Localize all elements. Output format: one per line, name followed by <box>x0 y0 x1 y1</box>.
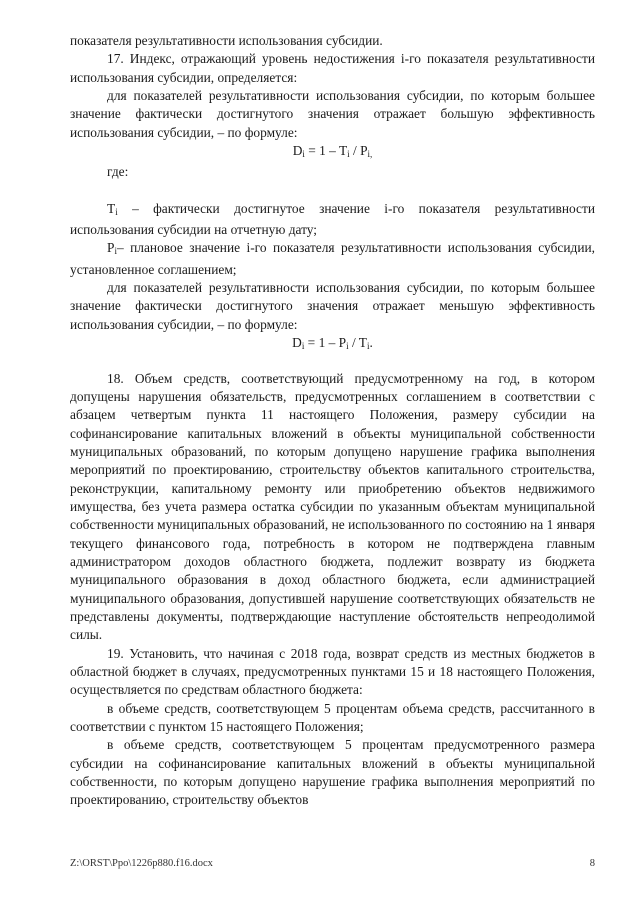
paragraph-case-larger: для показателей результативности использования субсидии, по которым большее значение фактически достигнутого значения отражает большую эффективность использования субсидии, – по формуле: <box>70 88 595 140</box>
formula-1: $D_i = 1 - T_i / P_{i,}$ <box>292 143 373 160</box>
paragraph-19-item-a: в объеме средств, соответствующем 5 процентам объема средств, рассчитанного в соответствии с пунктом 15 настоящего Положения; <box>70 700 595 735</box>
page-number: 8 <box>589 858 595 869</box>
formula-2: $D_i = 1 - P_i / T_i$. <box>292 335 373 352</box>
where-label: где: <box>107 164 129 180</box>
paragraph-19-item-b: в объеме средств, соответствующем 5 процентам предусмотренного размера субсидии на софинансирование капитальных вложений в объекты муниципальной собственности, по которым допущено нарушение графика выполнения мероприятий по проектированию, строительству объектов <box>70 737 595 808</box>
definition-t: $T_i$ – фактически достигнутое значение i-го показателя результативности использования субсидии на отчетную дату; <box>70 200 595 238</box>
file-path: Z:\ORST\Ppo\1226p880.f16.docx <box>70 858 213 869</box>
paragraph-19: 19. Установить, что начиная с 2018 года, возврат средств из местных бюджетов в областной бюджет в случаях, предусмотренных пунктами 15 и 18 настоящего Положения, осуществляется по средствам областного бюджета: <box>70 645 595 698</box>
document-page <box>70 32 595 810</box>
paragraph-17: 17. Индекс, отражающий уровень недостижения i-го показателя результативности использования субсидии, определяется: <box>70 51 595 85</box>
paragraph-case-smaller: для показателей результативности использования субсидии, по которым большее значение фактически достигнутого значения отражает меньшую эффективность использования субсидии, – по формуле: <box>70 280 595 332</box>
paragraph-continuation: показателя результативности использования субсидии. <box>70 33 383 48</box>
definition-p: $P_i-$ плановое значение i-го показателя результативности использования субсидии, установленное соглашением; <box>70 240 595 277</box>
paragraph-18: 18. Объем средств, соответствующий предусмотренному на год, в котором допущены нарушения обязательств, предусмотренных соглашением в соответствии с абзацем четвертым пункта 11 настоящего Положения, размеру субсидии на софинансирование капитальных вложений в объекты муниципальной собственности муниципальных образований, по которым допущено нарушение графика выполнения мероприятий по проектированию, строительству объектов капитального строительства, реконструкции, капитальному ремонту или приобретению объектов недвижимого имущества, без учета размера остатка субсидии по указанным объектам муниципальной собственности муниципальных образований, не использованного по состоянию на 1 января текущего финансового года, потребность в котором не подтверждена главным администратором доходов областного бюджета, подлежит возврату из бюджета муниципального образования в доход областного бюджета, если администрацией муниципального образования, допустившей нарушение соответствующих обязательств не представлены документы, подтверждающие наступление обстоятельств непреодолимой силы. <box>70 370 595 643</box>
